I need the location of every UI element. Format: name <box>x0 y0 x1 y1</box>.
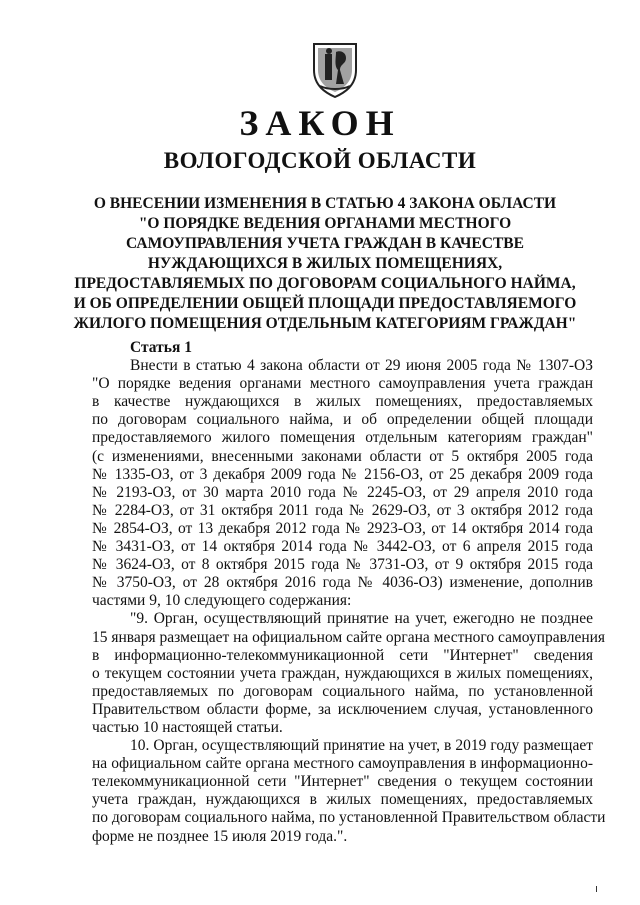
text-line: в информационно-телекоммуникационной сети "Интернет" сведения <box>92 646 593 664</box>
text-line: форме не позднее 15 июля 2019 года.". <box>92 827 348 845</box>
article-body <box>92 339 606 846</box>
law-title: ЗАКОН <box>239 103 401 143</box>
text-line: Внести в статью 4 закона области от 29 июня 2005 года № 1307-ОЗ <box>130 357 593 375</box>
subject-line: И ОБ ОПРЕДЕЛЕНИИ ОБЩЕЙ ПЛОЩАДИ ПРЕДОСТАВЛЯЕМОГО <box>73 295 577 312</box>
law-subject <box>60 194 590 334</box>
subject-line: ПРЕДОСТАВЛЯЕМЫХ ПО ДОГОВОРАМ СОЦИАЛЬНОГО НАЙМА, <box>74 275 576 292</box>
text-line: предоставляемого жилого помещения отдельным категориям граждан" <box>92 429 593 447</box>
text-line: предоставляемых по договорам социального найма, по установленной <box>92 682 593 700</box>
text-line: Правительством области форме, за исключением случая, установленного <box>92 700 593 718</box>
text-line: "О порядке ведения органами местного самоуправления учета граждан <box>92 375 593 393</box>
text-line: 10. Орган, осуществляющий принятие на учет, в 2019 году размещает <box>130 737 593 755</box>
region-name: ВОЛОГОДСКОЙ ОБЛАСТИ <box>163 148 477 173</box>
subject-line: НУЖДАЮЩИХСЯ В ЖИЛЫХ ПОМЕЩЕНИЯХ, <box>147 255 503 272</box>
text-line: № 2284-ОЗ, от 31 октября 2011 года № 2629-ОЗ, от 3 октября 2012 года <box>92 501 593 519</box>
text-line: № 2854-ОЗ, от 13 декабря 2012 года № 2923-ОЗ, от 14 октября 2014 года <box>92 519 593 537</box>
subject-line: САМОУПРАВЛЕНИЯ УЧЕТА ГРАЖДАН В КАЧЕСТВЕ <box>126 235 524 252</box>
text-line: № 3750-ОЗ, от 28 октября 2016 года № 4036-ОЗ) изменение, дополнив <box>92 574 593 592</box>
page-mark <box>596 886 597 892</box>
text-line: учета граждан, нуждающихся в жилых помещениях, предоставляемых <box>92 791 593 809</box>
text-line: "9. Орган, осуществляющий принятие на учет, ежегодно не позднее <box>130 610 593 628</box>
coat-of-arms-icon <box>310 40 360 98</box>
article-heading: Статья 1 <box>130 339 192 356</box>
subject-line: О ВНЕСЕНИИ ИЗМЕНЕНИЯ В СТАТЬЮ 4 ЗАКОНА ОБЛАСТИ <box>93 195 557 212</box>
text-line: (с изменениями, внесенными законами области от 5 октября 2005 года <box>92 447 593 465</box>
text-line: 15 января размещает на официальном сайте органа местного самоуправления <box>92 628 606 646</box>
text-line: на официальном сайте органа местного самоуправления в информационно- <box>92 755 593 773</box>
text-line: по договорам социального найма, и об определении общей площади <box>92 411 593 429</box>
subject-line: ЖИЛОГО ПОМЕЩЕНИЯ ОТДЕЛЬНЫМ КАТЕГОРИЯМ ГРАЖДАН" <box>73 315 577 332</box>
text-line: № 3624-ОЗ, от 8 октября 2015 года № 3731-ОЗ, от 9 октября 2015 года <box>92 556 593 574</box>
text-line: о текущем состоянии учета граждан, нуждающихся в жилых помещениях, <box>92 664 593 682</box>
text-line: частями 9, 10 следующего содержания: <box>92 592 352 610</box>
text-line: № 3431-ОЗ, от 14 октября 2014 года № 3442-ОЗ, от 6 апреля 2015 года <box>92 538 593 556</box>
text-line: телекоммуникационной сети "Интернет" сведения о текущем состоянии <box>92 773 593 791</box>
text-line: № 2193-ОЗ, от 30 марта 2010 года № 2245-ОЗ, от 29 апреля 2010 года <box>92 483 593 501</box>
text-line: частью 10 настоящей статьи. <box>92 718 283 736</box>
text-line: по договорам социального найма, по установленной Правительством области <box>92 809 606 827</box>
text-line: в качестве нуждающихся в жилых помещениях, предоставляемых <box>92 393 593 411</box>
subject-line: "О ПОРЯДКЕ ВЕДЕНИЯ ОРГАНАМИ МЕСТНОГО <box>138 215 512 232</box>
text-line: № 1335-ОЗ, от 3 декабря 2009 года № 2156-ОЗ, от 25 декабря 2009 года <box>92 465 593 483</box>
